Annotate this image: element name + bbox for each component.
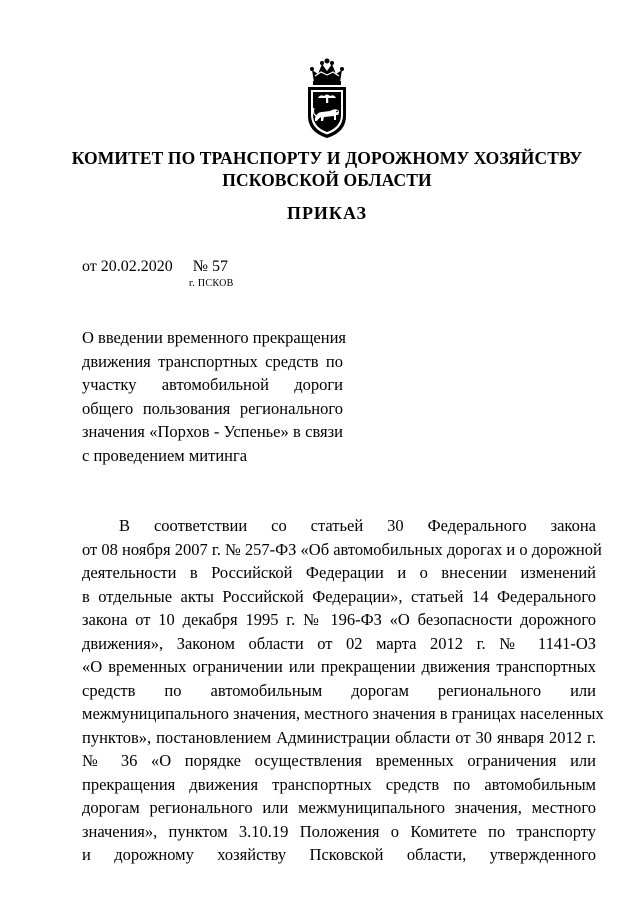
body-line: межмуниципального значения, местного значения в границах населенных xyxy=(82,704,604,723)
document-date: 20.02.2020 xyxy=(100,258,173,275)
body-line: деятельности в Российской Федерации и о внесении изменений xyxy=(82,563,596,582)
body-line: прекращения движения транспортных средств по автомобильным xyxy=(82,774,596,794)
subject-line: значения «Порхов - Успенье» в связи xyxy=(82,422,343,442)
body-line: № 36 «О порядке осуществления временных ограничения или xyxy=(82,751,596,770)
body-line: и дорожному хозяйству Псковской области, утвержденного xyxy=(82,845,596,864)
body-line: движения», Законом области от 02 марта 2012 г. № 1141-ОЗ xyxy=(82,633,596,653)
body-line: закона от 10 декабря 1995 г. № 196-ФЗ «О безопасности дорожного xyxy=(82,610,596,629)
body-line: В соответствии со статьей 30 Федерального закона xyxy=(119,516,596,535)
committee-title-line1: КОМИТЕТ ПО ТРАНСПОРТУ И ДОРОЖНОМУ ХОЗЯЙСТВУ xyxy=(71,148,583,168)
committee-title-line2: ПСКОВСКОЙ ОБЛАСТИ xyxy=(222,170,432,190)
body-line: дорогам регионального или межмуниципального значения, местного xyxy=(82,798,596,817)
body-line: «О временных ограничении или прекращении движения транспортных xyxy=(82,657,596,676)
subject-line: общего пользования регионального xyxy=(82,398,343,418)
body-line: значения», пунктом 3.10.19 Положения о Комитете по транспорту xyxy=(82,821,596,841)
document-number: № 57 xyxy=(192,258,229,275)
subject-line: с проведением митинга xyxy=(82,445,248,465)
committee-title xyxy=(40,147,614,191)
subject-line: движения транспортных средств по xyxy=(82,351,343,371)
document-type-heading: ПРИКАЗ xyxy=(286,203,368,223)
order-body-paragraph xyxy=(82,514,604,867)
body-line: пунктов», постановлением Администрации области от 30 января 2012 г. xyxy=(82,727,596,747)
document-meta xyxy=(82,258,228,276)
pskov-coat-of-arms-icon xyxy=(300,58,354,140)
order-subject xyxy=(82,326,347,468)
subject-line: О введении временного прекращения xyxy=(82,328,347,347)
body-line: средств по автомобильным дорогам регионального или xyxy=(82,680,596,700)
document-city: г. ПСКОВ xyxy=(189,278,234,289)
subject-line: участку автомобильной дороги xyxy=(82,375,343,395)
body-line: в отдельные акты Российской Федерации», статьей 14 Федерального xyxy=(82,586,596,606)
date-label: от xyxy=(82,258,97,275)
body-line: от 08 ноября 2007 г. № 257-ФЗ «Об автомобильных дорогах и о дорожной xyxy=(82,539,602,559)
